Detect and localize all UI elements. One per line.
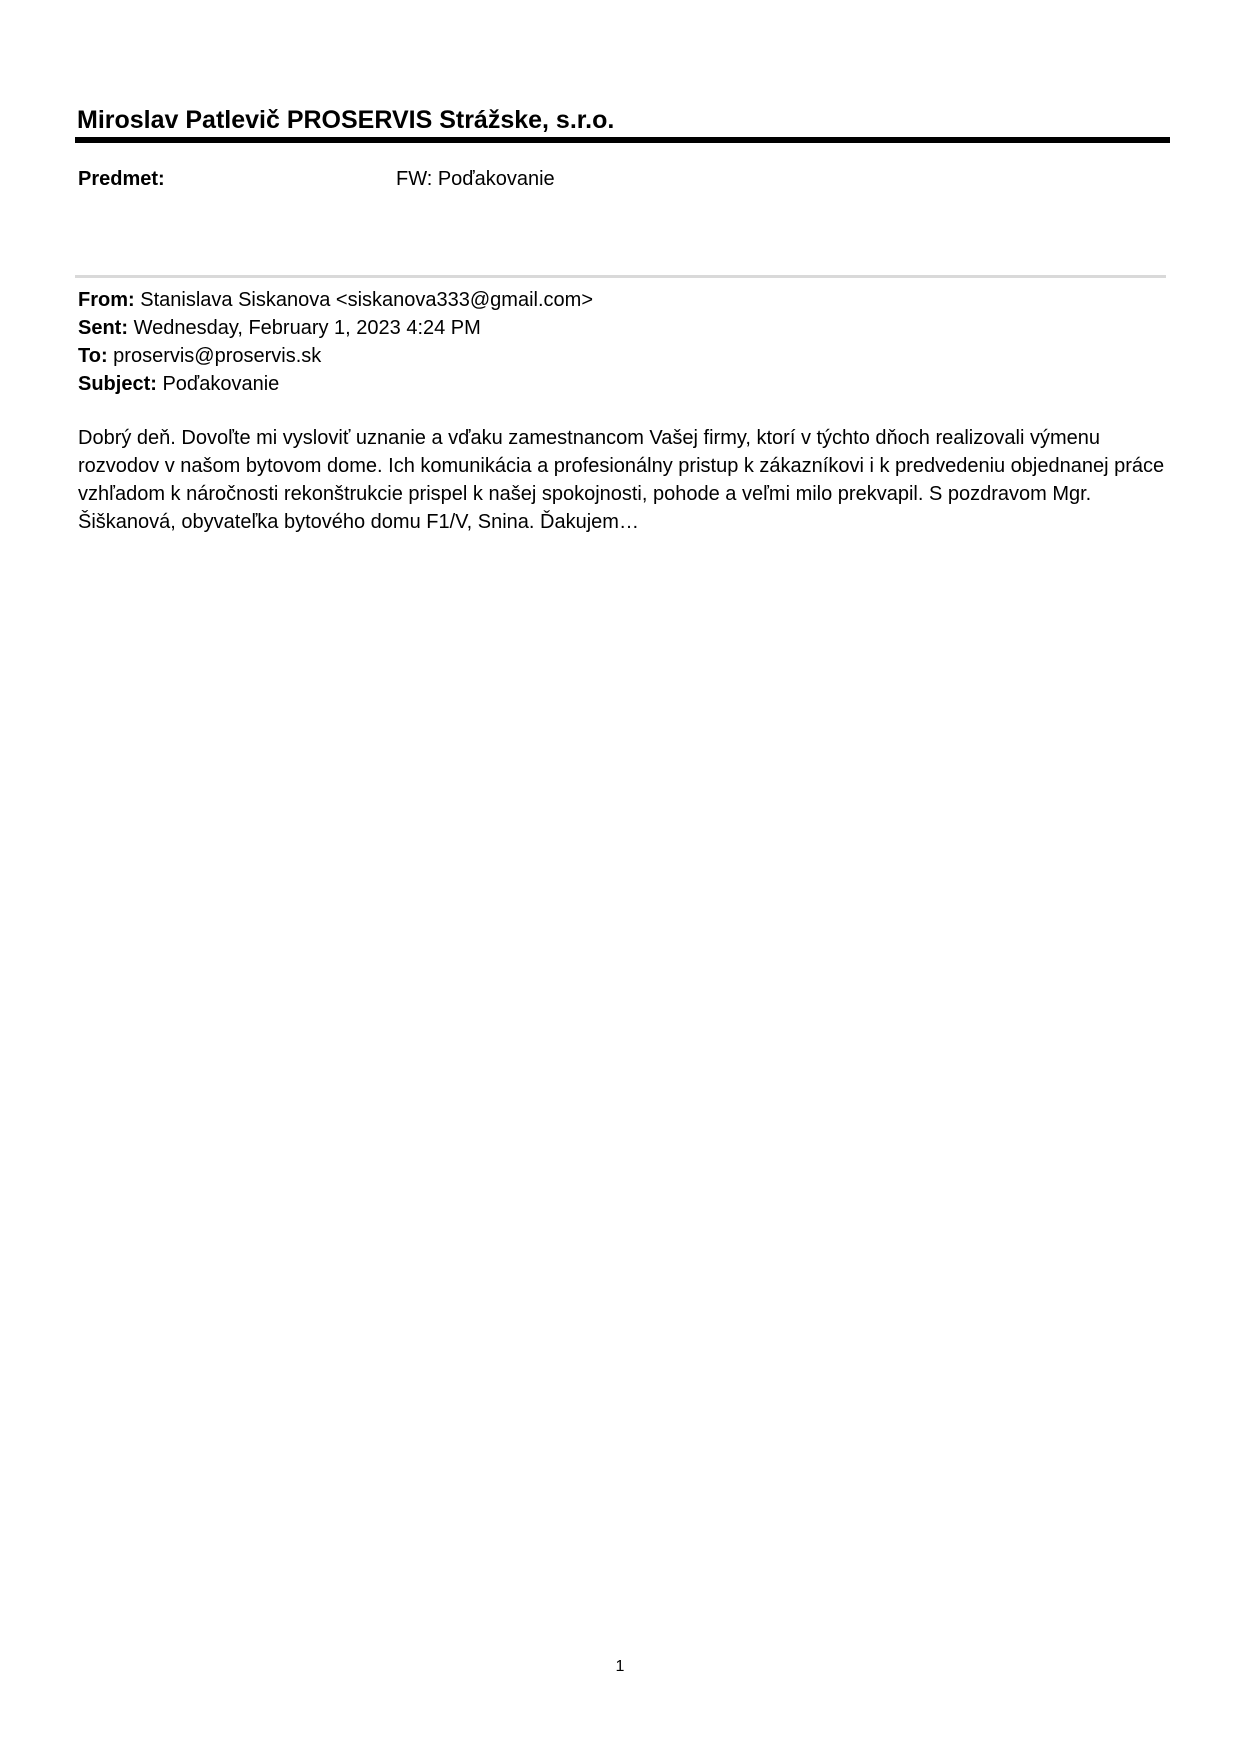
from-value: Stanislava Siskanova <siskanova333@gmail.com>	[140, 289, 593, 311]
subject-label: Subject:	[78, 373, 157, 395]
email-metadata	[78, 286, 593, 398]
from-row	[78, 286, 593, 314]
sent-value: Wednesday, February 1, 2023 4:24 PM	[133, 317, 481, 339]
sent-row	[78, 314, 593, 342]
to-label: To:	[78, 345, 108, 367]
to-row	[78, 342, 593, 370]
page-number: 1	[615, 1658, 625, 1675]
section-separator	[75, 275, 1166, 278]
subject-line-label: Predmet:	[78, 168, 165, 190]
subject-line-value: FW: Poďakovanie	[396, 168, 555, 190]
subject-row	[78, 370, 593, 398]
from-label: From:	[78, 289, 135, 311]
to-value: proservis@proservis.sk	[113, 345, 322, 367]
email-body: Dobrý deň. Dovoľte mi vysloviť uznanie a vďaku zamestnancom Vašej firmy, ktorí v týchto dňoch realizovali výmenu rozvodov v našom bytovom dome. Ich komunikácia a profesionálny pristup k zákazníkovi i k predvedeniu objednanej práce vzhľadom k náročnosti rekonštrukcie prispel k našej spokojnosti, pohode a veľmi milo prekvapil. S pozdravom Mgr. Šiškanová, obyvateľka bytového domu F1/V, Snina. Ďakujem…	[78, 427, 1165, 533]
sent-label: Sent:	[78, 317, 128, 339]
subject-value: Poďakovanie	[162, 373, 280, 395]
document-header-title: Miroslav Patlevič PROSERVIS Strážske, s.r.o.	[77, 106, 615, 134]
header-rule	[75, 137, 1170, 143]
